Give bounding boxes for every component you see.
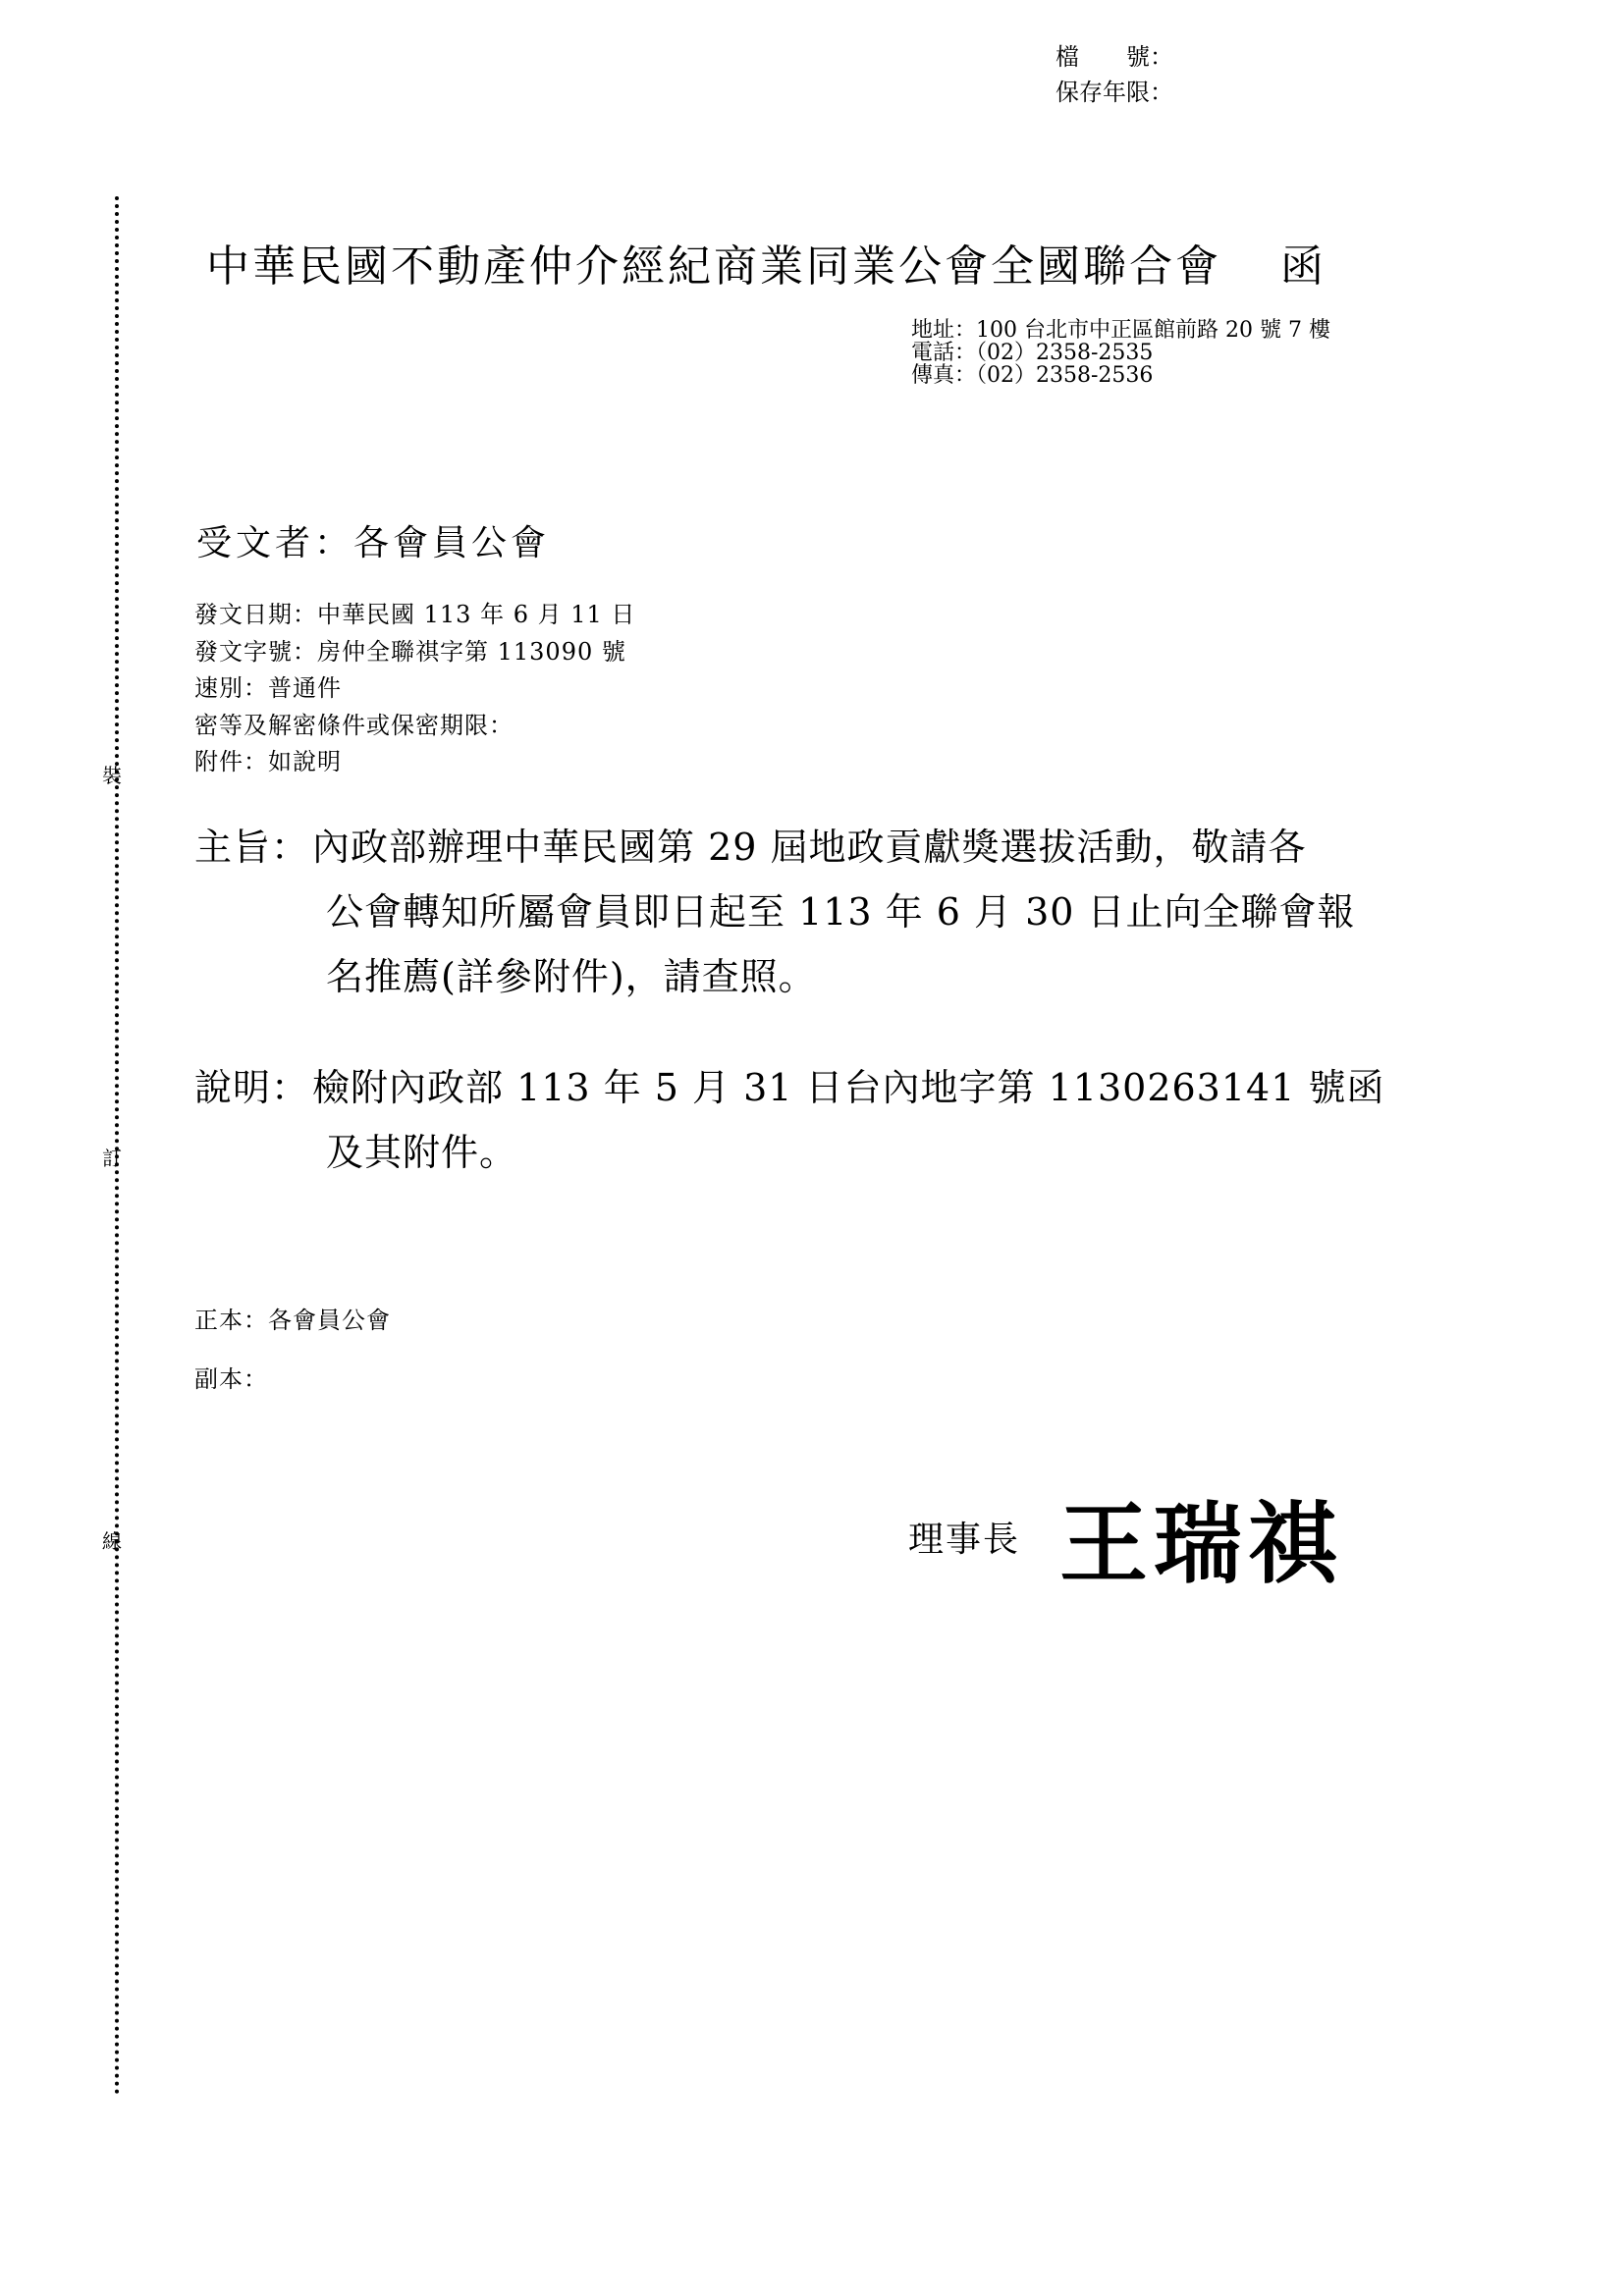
subject-line-1: 內政部辦理中華民國第 29 屆地政貢獻獎選拔活動，敬請各 <box>312 826 1307 869</box>
document-meta <box>194 597 635 781</box>
subject-line-2: 公會轉知所屬會員即日起至 113 年 6 月 30 日止向全聯會報 <box>326 890 1356 934</box>
subject-line-3: 名推薦(詳參附件)，請查照。 <box>326 955 817 998</box>
original-recipients: 正本：各會員公會 <box>194 1307 391 1334</box>
subject-section <box>194 815 1356 1009</box>
retention-row <box>1056 75 1173 110</box>
fax: 傳真：（02）2358-2536 <box>911 363 1154 388</box>
binding-char-xian: 線 <box>102 1529 122 1553</box>
recipient-value: 各會員公會 <box>353 523 551 563</box>
explanation-label: 說明： <box>194 1066 310 1109</box>
signature-block <box>908 1472 1342 1600</box>
retention-label: 保存年限： <box>1056 79 1173 106</box>
recipient <box>196 515 550 565</box>
signer-name: 王瑞祺 <box>1059 1493 1343 1596</box>
subject-label: 主旨： <box>194 826 310 869</box>
attachment: 附件：如說明 <box>194 748 342 775</box>
phone: 電話：（02）2358-2535 <box>911 341 1154 365</box>
signer-title: 理事長 <box>908 1519 1021 1560</box>
binding-char-zhuang: 裝 <box>102 764 122 787</box>
explanation-line-1: 檢附內政部 113 年 5 月 31 日台內地字第 1130263141 號函 <box>312 1066 1385 1109</box>
address: 地址：100 台北市中正區館前路 20 號 7 樓 <box>911 318 1330 343</box>
archive-number-row <box>1056 39 1173 75</box>
document-type: 函 <box>1280 241 1326 292</box>
security-level: 密等及解密條件或保密期限： <box>194 711 514 739</box>
priority: 速別：普通件 <box>194 674 342 702</box>
file-info <box>1056 39 1173 110</box>
recipient-label: 受文者： <box>196 523 354 563</box>
organization-name: 中華民國不動產仲介經紀商業同業公會全國聯合會 <box>206 241 1221 292</box>
binding-char-ding: 訂 <box>102 1147 122 1170</box>
document-number: 發文字號：房仲全聯祺字第 113090 號 <box>194 637 626 666</box>
contact-block <box>911 319 1330 387</box>
copy-recipients: 副本： <box>194 1365 268 1393</box>
explanation-section <box>194 1055 1384 1185</box>
archive-number-label: 檔 號： <box>1056 43 1173 71</box>
distribution <box>194 1291 391 1409</box>
explanation-line-2: 及其附件。 <box>326 1131 518 1174</box>
issue-date: 發文日期：中華民國 113 年 6 月 11 日 <box>194 601 636 628</box>
document-title <box>206 231 1326 294</box>
